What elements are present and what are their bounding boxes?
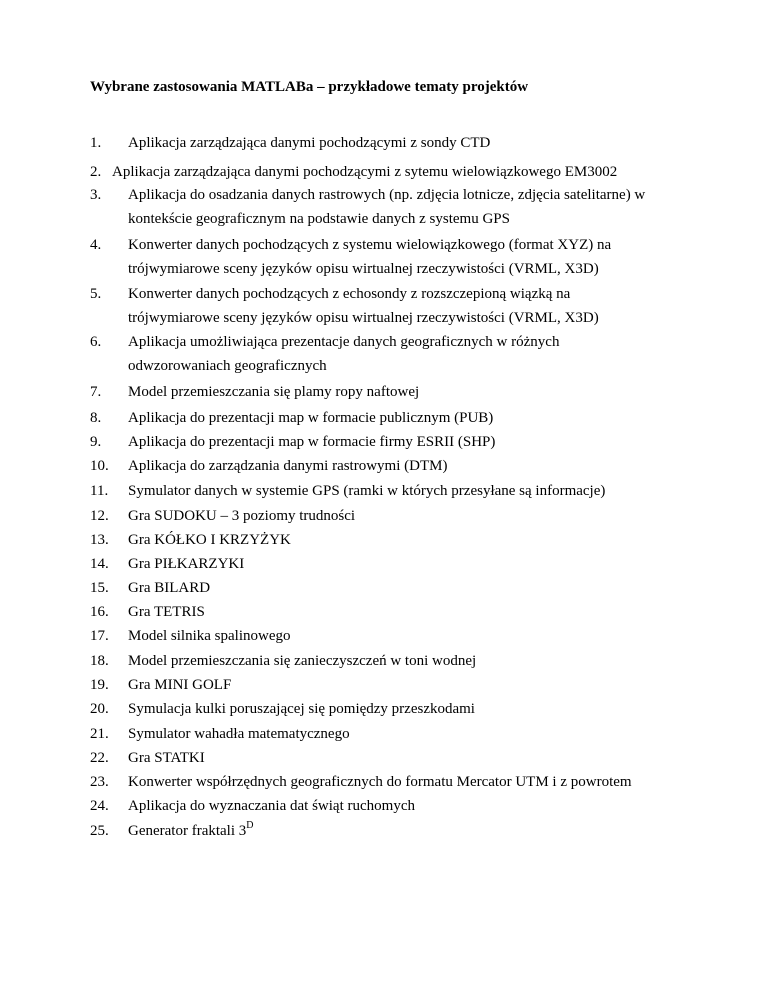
item-number: 6. bbox=[90, 334, 102, 350]
item-text: Symulacja kulki poruszającej się pomiędzy przeszkodami bbox=[128, 701, 475, 717]
item-number: 11. bbox=[90, 483, 109, 499]
item-text-continuation: trójwymiarowe sceny języków opisu wirtualnej rzeczywistości (VRML, X3D) bbox=[128, 310, 599, 326]
item-text: Symulator wahadła matematycznego bbox=[128, 726, 350, 742]
item-text: Gra MINI GOLF bbox=[128, 677, 232, 693]
item-number: 10. bbox=[90, 458, 109, 474]
item-text: Model silnika spalinowego bbox=[128, 628, 291, 644]
item-number: 23. bbox=[90, 774, 109, 790]
item-text: Konwerter danych pochodzących z systemu wielowiązkowego (format XYZ) na bbox=[128, 237, 612, 253]
item-number: 4. bbox=[90, 237, 102, 253]
page-title: Wybrane zastosowania MATLABa – przykładowe tematy projektów bbox=[90, 79, 529, 95]
item-text: Model przemieszczania się plamy ropy naftowej bbox=[128, 384, 420, 400]
item-number: 21. bbox=[90, 726, 109, 742]
item-text: Gra BILARD bbox=[128, 580, 211, 596]
item-text: Aplikacja do wyznaczania dat świąt ruchomych bbox=[128, 798, 415, 814]
item-text: Symulator danych w systemie GPS (ramki w których przesyłane są informacje) bbox=[128, 483, 606, 499]
item-text: Generator fraktali $3^D$ bbox=[128, 820, 254, 839]
item-number: 22. bbox=[90, 750, 109, 766]
item-number: 9. bbox=[90, 434, 102, 450]
item-text: Gra TETRIS bbox=[128, 604, 205, 620]
item-text: Gra STATKI bbox=[128, 750, 205, 766]
item-number: 17. bbox=[90, 628, 109, 644]
item-number: 3. bbox=[90, 187, 102, 203]
item-text: Gra PIŁKARZYKI bbox=[128, 556, 245, 572]
item-number: 20. bbox=[90, 701, 109, 717]
item-number: 5. bbox=[90, 286, 102, 302]
item-text: Aplikacja umożliwiająca prezentacje danych geograficznych w różnych bbox=[128, 334, 560, 350]
item-number: 13. bbox=[90, 532, 109, 548]
item-text: Aplikacja do zarządzania danymi rastrowymi (DTM) bbox=[128, 458, 448, 474]
item-text: Aplikacja do prezentacji map w formacie publicznym (PUB) bbox=[128, 410, 494, 426]
item-text: Aplikacja do osadzania danych rastrowych (np. zdjęcia lotnicze, zdjęcia satelitarne) w bbox=[128, 187, 646, 203]
item-number: 14. bbox=[90, 556, 109, 572]
item-number: 25. bbox=[90, 823, 109, 839]
item-text: Model przemieszczania się zanieczyszczeń w toni wodnej bbox=[128, 653, 477, 669]
item-text: Gra SUDOKU – 3 poziomy trudności bbox=[128, 508, 356, 524]
item-text: Gra KÓŁKO I KRZYŻYK bbox=[128, 532, 291, 548]
item-number: 18. bbox=[90, 653, 109, 669]
item-text: Konwerter danych pochodzących z echosondy z rozszczepioną wiązką na bbox=[128, 286, 571, 302]
item-text-continuation: kontekście geograficznym na podstawie danych z systemu GPS bbox=[128, 211, 510, 227]
item-number: 24. bbox=[90, 798, 109, 814]
superscript: D bbox=[246, 820, 254, 831]
item-text: Aplikacja do prezentacji map w formacie firmy ESRII (SHP) bbox=[128, 434, 496, 450]
item-text: Aplikacja zarządzająca danymi pochodzącymi z sondy CTD bbox=[128, 135, 491, 151]
item-number: 7. bbox=[90, 384, 102, 400]
item-number: 19. bbox=[90, 677, 109, 693]
item-number: 16. bbox=[90, 604, 109, 620]
item-number: 1. bbox=[90, 135, 102, 151]
item-number: 12. bbox=[90, 508, 109, 524]
item-text: Aplikacja zarządzająca danymi pochodzącymi z sytemu wielowiązkowego EM3002 bbox=[112, 164, 618, 180]
item-number: 2. bbox=[90, 164, 102, 180]
item-text-continuation: odwzorowaniach geograficznych bbox=[128, 358, 327, 374]
item-number: 8. bbox=[90, 410, 102, 426]
item-text: Konwerter współrzędnych geograficznych do formatu Mercator UTM i z powrotem bbox=[128, 774, 632, 790]
item-number: 15. bbox=[90, 580, 109, 596]
item-text-continuation: trójwymiarowe sceny języków opisu wirtualnej rzeczywistości (VRML, X3D) bbox=[128, 261, 599, 277]
